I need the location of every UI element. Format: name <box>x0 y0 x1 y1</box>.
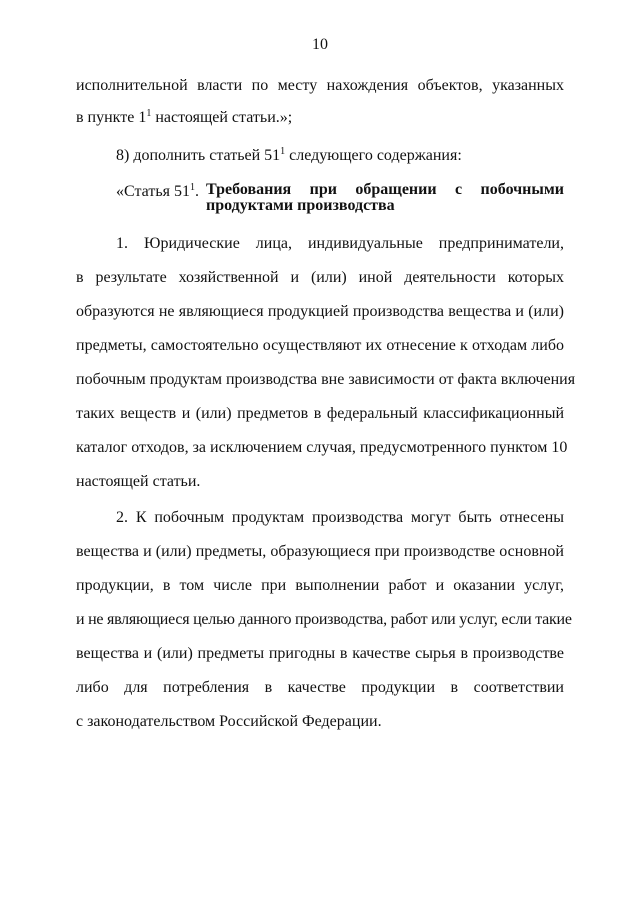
article-title <box>206 182 564 214</box>
intro-superscript: 1 <box>146 108 152 119</box>
paragraph-2-line: либо для потребления в качестве продукции в соответствии <box>76 679 564 696</box>
item-8-post: следующего содержания: <box>285 147 462 164</box>
article-title-line-2: продуктами производства <box>206 197 395 214</box>
paragraph-1-line: настоящей статьи. <box>76 473 201 490</box>
paragraph-1-line: образуются не являющиеся продукцией производства вещества и (или) <box>76 303 564 320</box>
article-label-pre: «Статья 51 <box>116 183 190 200</box>
paragraph-2-line: с законодательством Российской Федерации. <box>76 713 382 730</box>
paragraph-1-line: таких веществ и (или) предметов в федеральный классификационный <box>76 405 564 422</box>
paragraph-1-line: каталог отходов, за исключением случая, предусмотренного пунктом 10 <box>76 439 568 456</box>
article-heading <box>76 182 564 222</box>
article-label-post: . <box>194 183 199 200</box>
article-label <box>116 182 199 202</box>
paragraph-1-line: предметы, самостоятельно осуществляют их отнесение к отходам либо <box>76 337 564 354</box>
article-title-line-1: Требования при обращении с побочными <box>206 181 564 198</box>
intro-line-1: исполнительной власти по месту нахождения объектов, указанных <box>76 77 564 94</box>
item-8 <box>76 146 564 166</box>
article-label-superscript: 1 <box>189 182 195 193</box>
item-8-pre: 8) дополнить статьей 51 <box>116 147 281 164</box>
item-8-superscript: 1 <box>280 146 286 157</box>
paragraph-2-line: вещества и (или) предметы пригодны в качестве сырья в производстве <box>76 645 564 662</box>
paragraph-2-line: продукции, в том числе при выполнении работ и оказании услуг, <box>76 577 564 594</box>
intro-line-2-post: настоящей статьи.»; <box>151 109 293 126</box>
paragraph-2-line: и не являющиеся целью данного производства, работ или услуг, если такие <box>76 611 572 628</box>
paragraph-2-line: вещества и (или) предметы, образующиеся при производстве основной <box>76 543 564 560</box>
intro-block <box>76 76 564 128</box>
paragraph-1 <box>76 234 576 492</box>
paragraph-2 <box>76 508 572 732</box>
paragraph-1-line: 1. Юридические лица, индивидуальные предприниматели, <box>116 235 564 252</box>
intro-line-2-pre: в пункте 1 <box>76 109 147 126</box>
page-number: 10 <box>312 36 328 53</box>
paragraph-1-line: побочным продуктам производства вне зависимости от факта включения <box>76 371 576 388</box>
paragraph-1-line: в результате хозяйственной и (или) иной деятельности которых <box>76 269 564 286</box>
intro-line-2 <box>76 108 564 128</box>
paragraph-2-line: 2. К побочным продуктам производства могут быть отнесены <box>116 509 564 526</box>
